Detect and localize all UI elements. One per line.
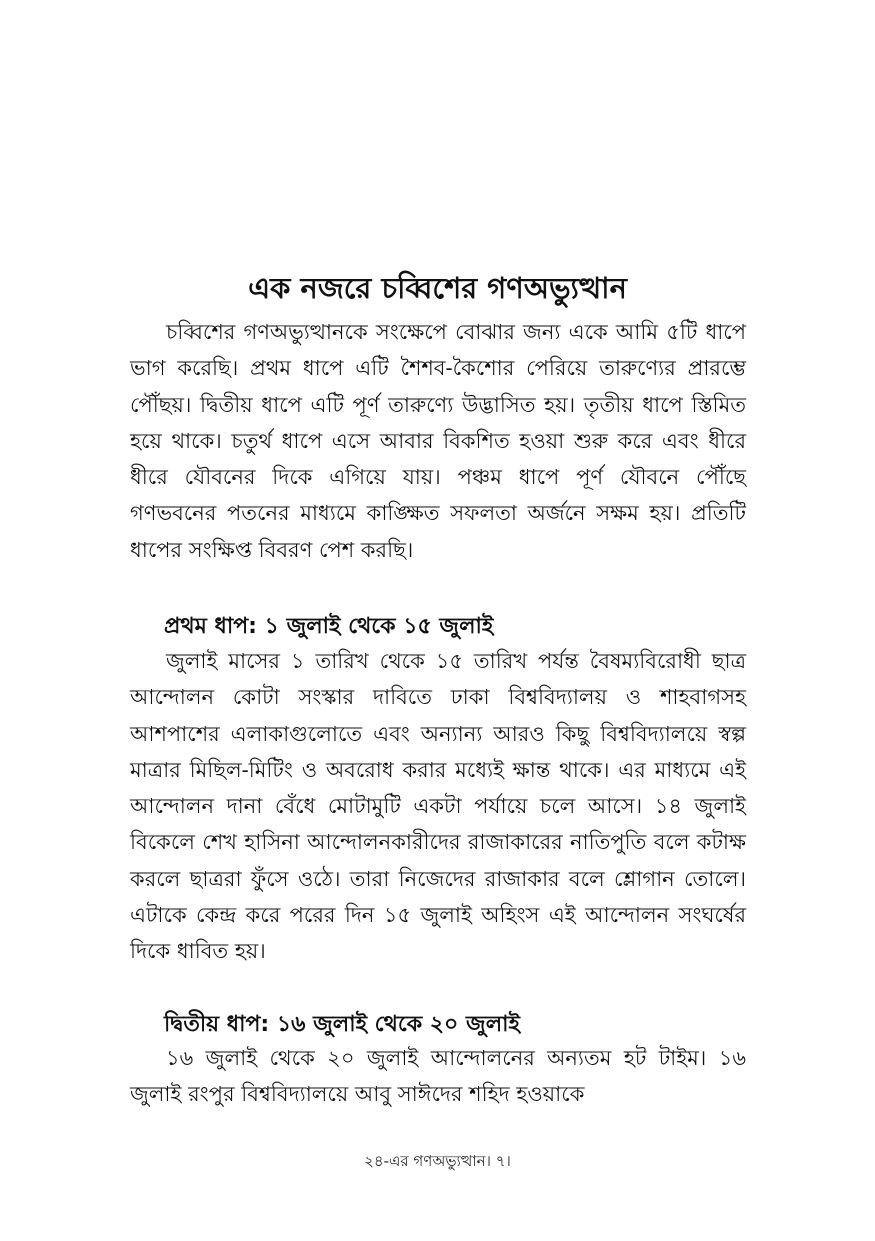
phase2-paragraph: ১৬ জুলাই থেকে ২০ জুলাই আন্দোলনের অন্যতম হট টাইম। ১৬ জুলাই রংপুর বিশ্ববিদ্যালয়ে আবু সাঈদের শহিদ হওয়াকে <box>130 1046 746 1107</box>
page-footer: ২৪-এর গণঅভ্যুত্থান। ৭। <box>364 1152 511 1170</box>
phase2-heading: দ্বিতীয় ধাপ: ১৬ জুলাই থেকে ২০ জুলাই <box>164 1012 520 1037</box>
phase1-paragraph: জুলাই মাসের ১ তারিখ থেকে ১৫ তারিখ পর্যন্ত বৈষম্যবিরোধী ছাত্র আন্দোলন কোটা সংস্কার দাবিতে ঢাকা বিশ্ববিদ্যালয় ও শাহবাগসহ আশপাশের এলাকাগুলোতে এবং অন্যান্য আরও কিছু বিশ্ববিদ্যালয়ে স্বল্প মাত্রার মিছিল-মিটিং ও অবরোধ করার মধ্যেই ক্ষান্ত থাকে। এর মাধ্যমে এই আন্দোলন দানা বেঁধে মোটামুটি একটা পর্যায়ে চলে আসে। ১৪ জুলাই বিকেলে শেখ হাসিনা আন্দোলনকারীদের রাজাকারের নাতিপুতি বলে কটাক্ষ করলে ছাত্ররা ফুঁসে ওঠে। তারা নিজেদের রাজাকার বলে শ্লোগান তোলে। এটাকে কেন্দ্র করে পরের দিন ১৫ জুলাই অহিংস এই আন্দোলন সংঘর্ষের দিকে ধাবিত হয়। <box>130 649 746 964</box>
phase1-heading: প্রথম ধাপ: ১ জুলাই থেকে ১৫ জুলাই <box>164 614 494 639</box>
intro-paragraph: চব্বিশের গণঅভ্যুত্থানকে সংক্ষেপে বোঝার জন্য একে আমি ৫টি ধাপে ভাগ করেছি। প্রথম ধাপে এটি শৈশব-কৈশোর পেরিয়ে তারুণ্যের প্রারম্ভে পৌঁছয়। দ্বিতীয় ধাপে এটি পূর্ণ তারুণ্যে উদ্ভাসিত হয়। তৃতীয় ধাপে স্তিমিত হয়ে থাকে। চতুর্থ ধাপে এসে আবার বিকশিত হওয়া শুরু করে এবং ধীরে ধীরে যৌবনের দিকে এগিয়ে যায়। পঞ্চম ধাপে পূর্ণ যৌবনে পৌঁছে গণভবনের পতনের মাধ্যমে কাঙ্ক্ষিত সফলতা অর্জনে সক্ষম হয়। প্রতিটি ধাপের সংক্ষিপ্ত বিবরণ পেশ করছি। <box>130 320 746 562</box>
page-title: এক নজরে চব্বিশের গণঅভ্যুত্থান <box>248 271 627 305</box>
